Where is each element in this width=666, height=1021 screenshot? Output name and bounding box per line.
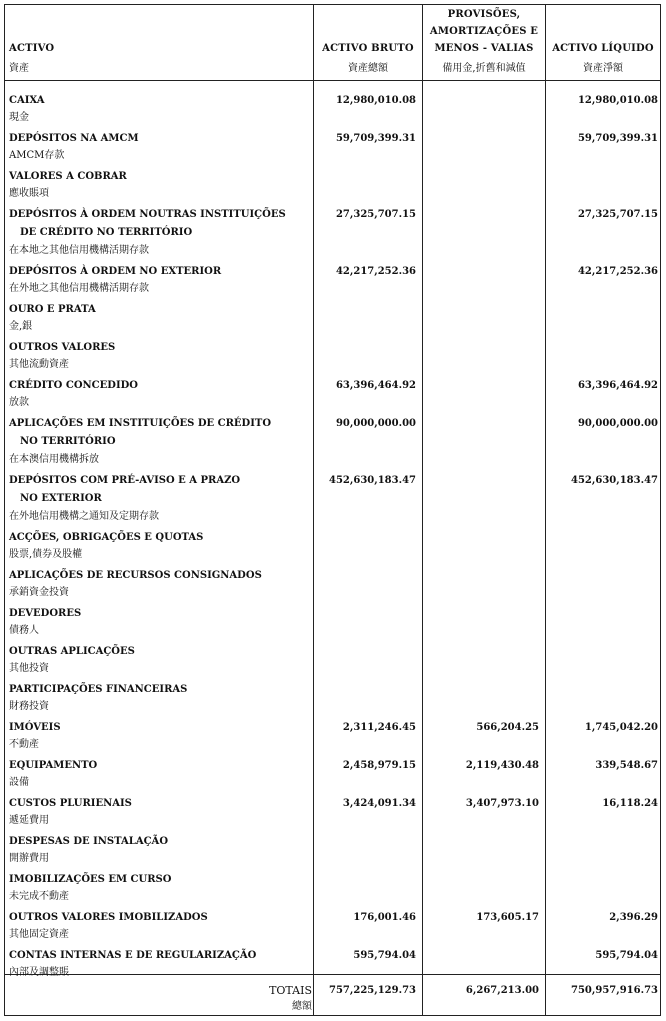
table-row bbox=[4, 524, 661, 562]
header-activo-bruto-zh: 資產總額 bbox=[348, 63, 388, 74]
row-label: DEPÓSITOS NA AMCM bbox=[9, 133, 139, 144]
provisoes-value: 566,204.25 bbox=[476, 722, 539, 733]
header-provisoes-line1: PROVISÕES, bbox=[447, 9, 521, 20]
activo-liquido-value: 1,745,042.20 bbox=[584, 722, 658, 733]
row-label: DEVEDORES bbox=[9, 608, 82, 619]
activo-bruto-value: 12,980,010.08 bbox=[335, 95, 416, 106]
activo-liquido-value: 595,794.04 bbox=[595, 950, 658, 961]
row-label-zh: 不動產 bbox=[9, 739, 39, 750]
table-row bbox=[4, 866, 661, 904]
balance-sheet-table bbox=[4, 4, 661, 1016]
row-label: CAIXA bbox=[9, 95, 45, 106]
activo-bruto-value: 595,794.04 bbox=[353, 950, 416, 961]
table-row bbox=[4, 410, 661, 467]
activo-bruto-value: 2,458,979.15 bbox=[342, 760, 416, 771]
header-provisoes-zh: 備用金,折舊和減值 bbox=[442, 63, 526, 74]
row-label-zh: 開辦費用 bbox=[9, 853, 49, 864]
row-label-zh: 在本地之其他信用機構活期存款 bbox=[9, 245, 149, 256]
table-row bbox=[4, 600, 661, 638]
row-label: EQUIPAMENTO bbox=[9, 760, 98, 771]
activo-liquido-value: 2,396.29 bbox=[609, 912, 658, 923]
row-label-zh: 財務投資 bbox=[9, 701, 49, 712]
activo-bruto-value: 176,001.46 bbox=[353, 912, 416, 923]
total-activo-bruto: 757,225,129.73 bbox=[329, 985, 416, 996]
row-label-continuation: NO EXTERIOR bbox=[20, 493, 102, 504]
row-label-zh: 遞延費用 bbox=[9, 815, 49, 826]
row-label-zh: 在本澳信用機構拆放 bbox=[9, 454, 99, 465]
table-row bbox=[4, 752, 661, 790]
activo-bruto-value: 2,311,246.45 bbox=[342, 722, 416, 733]
total-provisoes: 6,267,213.00 bbox=[465, 985, 539, 996]
row-label-zh: 承銷資金投資 bbox=[9, 587, 69, 598]
header-provisoes-line3: MENOS - VALIAS bbox=[434, 43, 534, 54]
activo-bruto-value: 42,217,252.36 bbox=[335, 266, 416, 277]
row-label-zh: 現金 bbox=[9, 112, 29, 123]
table-row bbox=[4, 714, 661, 752]
row-label: VALORES A COBRAR bbox=[9, 171, 127, 182]
provisoes-value: 173,605.17 bbox=[476, 912, 539, 923]
totals-label: TOTAIS bbox=[269, 984, 312, 997]
row-label: OUTROS VALORES IMOBILIZADOS bbox=[9, 912, 208, 923]
row-label: DEPÓSITOS À ORDEM NOUTRAS INSTITUIÇÕES bbox=[9, 209, 286, 220]
row-label: DEPÓSITOS À ORDEM NO EXTERIOR bbox=[9, 266, 222, 277]
activo-liquido-value: 27,325,707.15 bbox=[577, 209, 658, 220]
table-row bbox=[4, 467, 661, 524]
row-label: APLICAÇÕES DE RECURSOS CONSIGNADOS bbox=[9, 570, 262, 581]
totals-label-zh: 總額 bbox=[292, 1001, 312, 1012]
table-row bbox=[4, 562, 661, 600]
activo-liquido-value: 90,000,000.00 bbox=[577, 418, 658, 429]
row-label: IMOBILIZAÇÕES EM CURSO bbox=[9, 874, 172, 885]
table-row bbox=[4, 676, 661, 714]
row-label: CUSTOS PLURIENAIS bbox=[9, 798, 132, 809]
header-activo: ACTIVO bbox=[9, 43, 55, 54]
row-label-continuation: NO TERRITÓRIO bbox=[20, 436, 116, 447]
row-label-continuation: DE CRÉDITO NO TERRITÓRIO bbox=[20, 227, 193, 238]
row-label: OURO E PRATA bbox=[9, 304, 96, 315]
row-label: CONTAS INTERNAS E DE REGULARIZAÇÃO bbox=[9, 950, 257, 961]
row-label-zh: 設備 bbox=[9, 777, 29, 788]
row-label: OUTRAS APLICAÇÕES bbox=[9, 646, 135, 657]
table-row bbox=[4, 125, 661, 163]
row-label-zh: 未完成不動產 bbox=[9, 891, 69, 902]
activo-bruto-value: 59,709,399.31 bbox=[335, 133, 416, 144]
activo-liquido-value: 59,709,399.31 bbox=[577, 133, 658, 144]
table-row bbox=[4, 334, 661, 372]
row-label-zh: 債務人 bbox=[9, 625, 39, 636]
header-divider bbox=[4, 80, 661, 81]
row-label-zh: 其他投資 bbox=[9, 663, 49, 674]
row-label-zh: AMCM存款 bbox=[9, 150, 65, 161]
activo-liquido-value: 339,548.67 bbox=[595, 760, 658, 771]
header-activo-zh: 資產 bbox=[9, 63, 29, 74]
total-activo-liquido: 750,957,916.73 bbox=[571, 985, 658, 996]
provisoes-value: 2,119,430.48 bbox=[465, 760, 539, 771]
table-row bbox=[4, 258, 661, 296]
row-label: APLICAÇÕES EM INSTITUIÇÕES DE CRÉDITO bbox=[9, 418, 272, 429]
row-label: DESPESAS DE INSTALAÇÃO bbox=[9, 836, 169, 847]
table-row bbox=[4, 201, 661, 258]
provisoes-value: 3,407,973.10 bbox=[465, 798, 539, 809]
activo-liquido-value: 42,217,252.36 bbox=[577, 266, 658, 277]
table-row bbox=[4, 372, 661, 410]
row-label: DEPÓSITOS COM PRÉ-AVISO E A PRAZO bbox=[9, 475, 241, 486]
table-row bbox=[4, 87, 661, 125]
table-row bbox=[4, 163, 661, 201]
header-provisoes-line2: AMORTIZAÇÕES E bbox=[429, 26, 539, 37]
activo-bruto-value: 3,424,091.34 bbox=[342, 798, 416, 809]
row-label: CRÉDITO CONCEDIDO bbox=[9, 380, 138, 391]
row-label-zh: 在外地之其他信用機構活期存款 bbox=[9, 283, 149, 294]
row-label-zh: 應收賬項 bbox=[9, 188, 49, 199]
activo-liquido-value: 16,118.24 bbox=[602, 798, 658, 809]
table-row bbox=[4, 296, 661, 334]
row-label-zh: 放款 bbox=[9, 397, 29, 408]
table-row bbox=[4, 904, 661, 942]
activo-bruto-value: 90,000,000.00 bbox=[335, 418, 416, 429]
header-activo-liquido-zh: 資產淨額 bbox=[583, 63, 623, 74]
totals-row bbox=[4, 975, 661, 1016]
activo-bruto-value: 27,325,707.15 bbox=[335, 209, 416, 220]
row-label-zh: 內部及調整賬 bbox=[9, 967, 69, 978]
row-label-zh: 股票,債券及股權 bbox=[9, 549, 83, 560]
activo-liquido-value: 63,396,464.92 bbox=[577, 380, 658, 391]
row-label-zh: 其他固定資產 bbox=[9, 929, 69, 940]
activo-bruto-value: 452,630,183.47 bbox=[329, 475, 416, 486]
table-body bbox=[4, 87, 661, 980]
row-label-zh: 在外地信用機構之通知及定期存款 bbox=[9, 511, 159, 522]
row-label-zh: 金,銀 bbox=[9, 321, 33, 332]
row-label: PARTICIPAÇÕES FINANCEIRAS bbox=[9, 684, 188, 695]
header-activo-liquido: ACTIVO LÍQUIDO bbox=[552, 43, 654, 54]
header-activo-bruto: ACTIVO BRUTO bbox=[322, 43, 414, 54]
activo-liquido-value: 452,630,183.47 bbox=[571, 475, 658, 486]
table-row bbox=[4, 828, 661, 866]
row-label: ACÇÕES, OBRIGAÇÕES E QUOTAS bbox=[9, 532, 204, 543]
activo-bruto-value: 63,396,464.92 bbox=[335, 380, 416, 391]
table-border-top bbox=[4, 4, 661, 5]
table-row bbox=[4, 638, 661, 676]
row-label: OUTROS VALORES bbox=[9, 342, 116, 353]
row-label-zh: 其他流動資產 bbox=[9, 359, 69, 370]
row-label: IMÓVEIS bbox=[9, 722, 61, 733]
activo-liquido-value: 12,980,010.08 bbox=[577, 95, 658, 106]
table-row bbox=[4, 790, 661, 828]
